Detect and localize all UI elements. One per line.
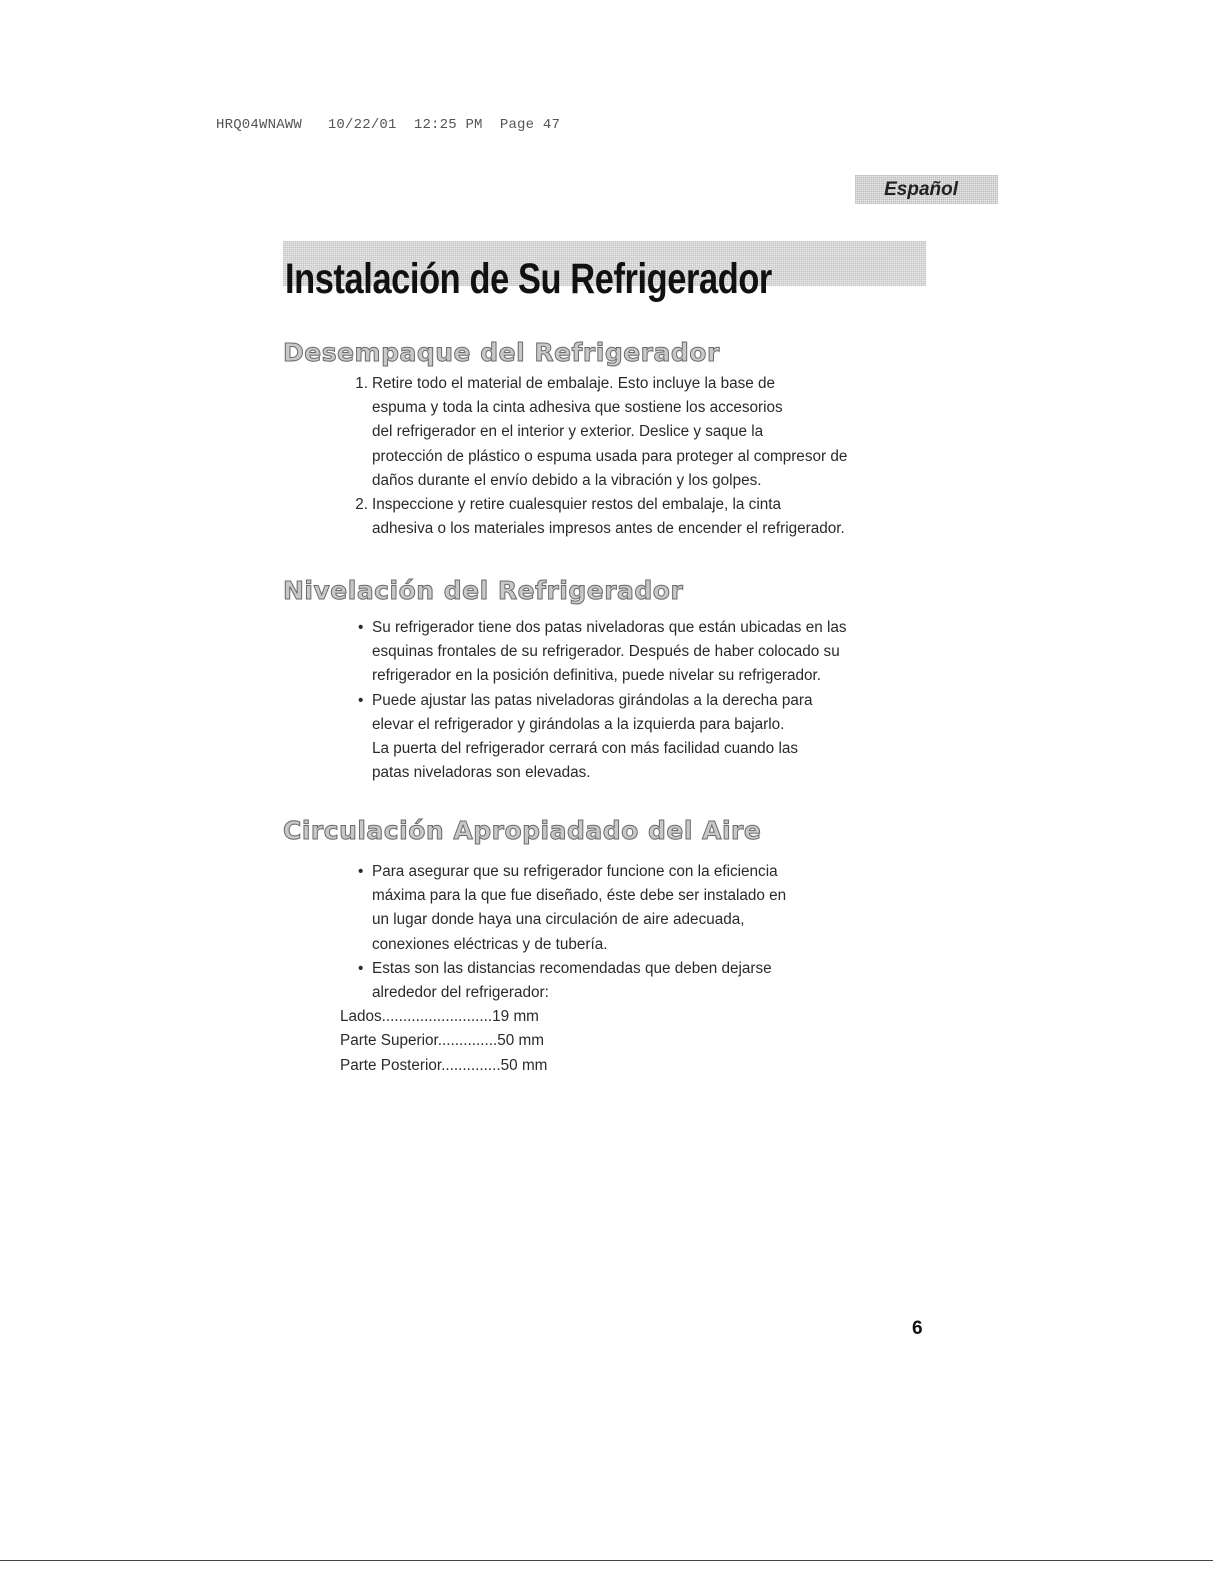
bullet-marker: • (358, 619, 364, 636)
section-heading-unpacking: Desempaque del Refrigerador (283, 338, 720, 367)
list-item (340, 689, 847, 786)
text-line: Inspeccione y retire cualesquier restos del embalaje, la cinta (372, 496, 781, 514)
section-heading-leveling: Nivelación del Refrigerador (283, 576, 684, 605)
page-title: Instalación de Su Refrigerador (285, 255, 772, 303)
text-line: refrigerador en la posición definitiva, puede nivelar su refrigerador. (372, 667, 821, 685)
text-line: Puede ajustar las patas niveladoras girándolas a la derecha para (372, 691, 813, 709)
text-line: alrededor del refrigerador: (372, 984, 549, 1002)
header-date: 10/22/01 (327, 117, 397, 133)
bottom-rule (0, 1560, 1213, 1561)
list-marker: 2. (355, 496, 368, 514)
text-line: Retire todo el material de embalaje. Esto incluye la base de (372, 375, 776, 392)
list-item (340, 860, 786, 957)
list-marker: 1. (355, 375, 368, 392)
text-line: un lugar donde haya una circulación de aire adecuada, (372, 911, 745, 929)
bullet-marker: • (358, 691, 364, 709)
text-line: adhesiva o los materiales impresos antes de encender el refrigerador. (372, 520, 845, 538)
section-body-leveling (340, 616, 847, 785)
text-line: daños durante el envío debido a la vibración y los golpes. (372, 471, 762, 489)
text-line: patas niveladoras son elevadas. (372, 764, 591, 782)
header-page-label: Page 47 (499, 117, 561, 133)
language-tab (855, 175, 998, 204)
list-item (340, 957, 786, 1005)
clearance-sides: Lados..........................19 mm (340, 1008, 539, 1026)
header-code: HRQ04WNAWW (216, 117, 303, 133)
text-line: máxima para la que fue diseñado, éste debe ser instalado en (372, 887, 787, 905)
section-body-unpacking (340, 372, 847, 541)
text-line: Su refrigerador tiene dos patas niveladoras que están ubicadas en las (372, 619, 847, 636)
print-header (216, 117, 560, 133)
language-tab-label: Español (884, 179, 958, 200)
text-line: esquinas frontales de su refrigerador. Después de haber colocado su (372, 643, 840, 661)
section-body-air-circulation (340, 860, 786, 1078)
bullet-marker: • (358, 863, 364, 880)
list-item (340, 616, 847, 689)
bullet-marker: • (358, 959, 364, 977)
page-number: 6 (912, 1318, 923, 1339)
clearance-rear: Parte Posterior..............50 mm (340, 1056, 548, 1074)
section-heading-air-circulation: Circulación Apropiadado del Aire (283, 816, 762, 845)
text-line: protección de plástico o espuma usada para proteger al compresor de (372, 447, 848, 465)
list-item (340, 372, 847, 493)
clearance-top: Parte Superior..............50 mm (340, 1032, 545, 1050)
text-line: elevar el refrigerador y girándolas a la izquierda para bajarlo. (372, 715, 785, 733)
text-line: Para asegurar que su refrigerador funcione con la eficiencia (372, 863, 778, 880)
text-line: del refrigerador en el interior y exterior. Deslice y saque la (372, 423, 764, 441)
text-line: espuma y toda la cinta adhesiva que sostiene los accesorios (372, 399, 783, 417)
header-time: 12:25 PM (413, 117, 483, 133)
list-item (340, 493, 847, 541)
text-line: La puerta del refrigerador cerrará con más facilidad cuando las (372, 740, 798, 758)
text-line: conexiones eléctricas y de tubería. (372, 935, 608, 953)
text-line: Estas son las distancias recomendadas que deben dejarse (372, 959, 772, 977)
